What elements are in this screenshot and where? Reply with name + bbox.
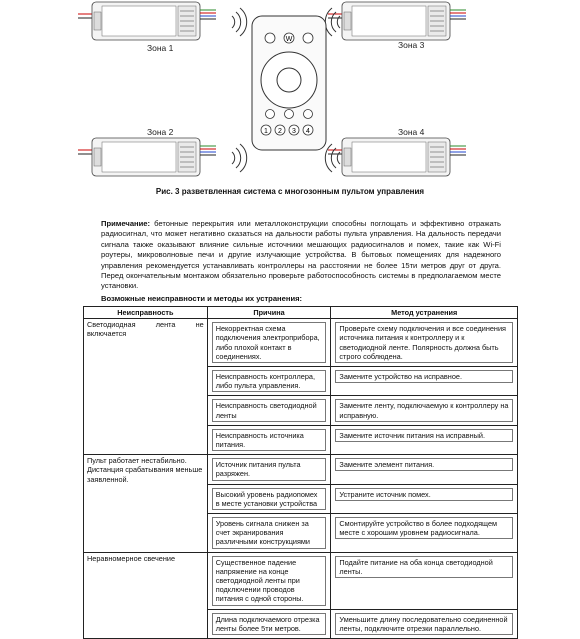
cause-cell: Высокий уровень радиопомех в месте установки устройства — [207, 484, 331, 513]
section-title: Возможные неисправности и методы их устранения: — [101, 294, 303, 303]
cause-cell: Источник питания пульта разряжен. — [207, 455, 331, 484]
fault-cell: Неравномерное свечение — [84, 552, 208, 638]
zone-label-3: Зона 3 — [398, 40, 425, 50]
remote-control — [252, 16, 326, 150]
zone-label-4: Зона 4 — [398, 127, 425, 137]
zone-button-2: 2 — [278, 128, 282, 135]
fix-cell: Устраните источник помех. — [331, 484, 518, 513]
controller-zone-3 — [325, 2, 466, 40]
controller-zone-2 — [78, 138, 247, 176]
controller-zone-4 — [325, 138, 466, 176]
fix-cell: Уменьшите длину последовательно соединенной ленты, подключите отрезки параллельно. — [331, 609, 518, 638]
note-label: Примечание: — [101, 219, 151, 228]
header-cause: Причина — [207, 307, 331, 319]
zone-button-1: 1 — [264, 128, 268, 135]
fix-cell: Подайте питание на оба конца светодиодной ленты. — [331, 552, 518, 609]
note-text: бетонные перекрытия или металлоконструкции способны поглощать и эффективно отражать радиосигнал, что может негативно сказаться на дальности работы пульта управления. На дальность передачи сигнала также оказывают влияние сильные источники мешающих радиосигналов и помех, такие как Wi-Fi роутеры, микроволновые печи и другие излучающие устройства. В бытовых помещениях для надежного управления рекомендуется устанавливать контроллеры на расстоянии не более 15ти метров друг от друга. Перед окончательным монтажом обязательно проверьте работоспособность системы в предполагаемом месте установки. — [101, 219, 501, 291]
note-paragraph — [101, 219, 501, 292]
cause-cell: Некорректная схема подключения электроприбора, либо плохой контакт в соединениях. — [207, 319, 331, 367]
fix-cell: Замените устройство на исправное. — [331, 367, 518, 396]
cause-cell: Длина подключаемого отрезка ленты более 5ти метров. — [207, 609, 331, 638]
fix-cell: Смонтируйте устройство в более подходящем месте с хорошим уровнем радиосигнала. — [331, 514, 518, 553]
fix-cell: Проверьте схему подключения и все соединения источника питания к контроллеру и к светодиодной ленте. Полярность должна быть строго соблюдена. — [331, 319, 518, 367]
power-icon — [265, 33, 275, 43]
fault-cell: Светодиодная лента не включается — [84, 319, 208, 455]
fix-cell: Замените элемент питания. — [331, 455, 518, 484]
table-row — [84, 552, 518, 609]
fix-cell: Замените источник питания на исправный. — [331, 425, 518, 454]
remote-w-label: W — [285, 36, 293, 43]
fix-cell: Замените ленту, подключаемую к контроллеру на исправную. — [331, 396, 518, 425]
cause-cell: Неисправность светодиодной ленты — [207, 396, 331, 425]
cause-cell: Неисправность источника питания. — [207, 425, 331, 454]
zone-button-3: 3 — [292, 128, 296, 135]
system-diagram — [0, 0, 580, 190]
controller-zone-1 — [78, 2, 247, 40]
zone-label-2: Зона 2 — [147, 127, 174, 137]
table-row — [84, 455, 518, 484]
zone-button-4: 4 — [306, 128, 310, 135]
table-header-row — [84, 307, 518, 319]
header-fix: Метод устранения — [331, 307, 518, 319]
wiring-diagram-svg — [0, 0, 580, 190]
cause-cell: Существенное падение напряжение на конце светодиодной ленты при подключении проводов питания с одной стороны. — [207, 552, 331, 609]
faults-table — [83, 306, 518, 639]
fault-cell: Пульт работает нестабильно. Дистанция срабатывания меньше заявленной. — [84, 455, 208, 552]
cause-cell: Уровень сигнала снижен за счет экранирования различными конструкциями — [207, 514, 331, 553]
figure-caption: Рис. 3 разветвленная система с многозонным пультом управления — [155, 187, 425, 196]
table-row — [84, 319, 518, 367]
header-fault: Неисправность — [84, 307, 208, 319]
cause-cell: Неисправность контроллера, либо пульта управления. — [207, 367, 331, 396]
zone-label-1: Зона 1 — [147, 43, 174, 53]
